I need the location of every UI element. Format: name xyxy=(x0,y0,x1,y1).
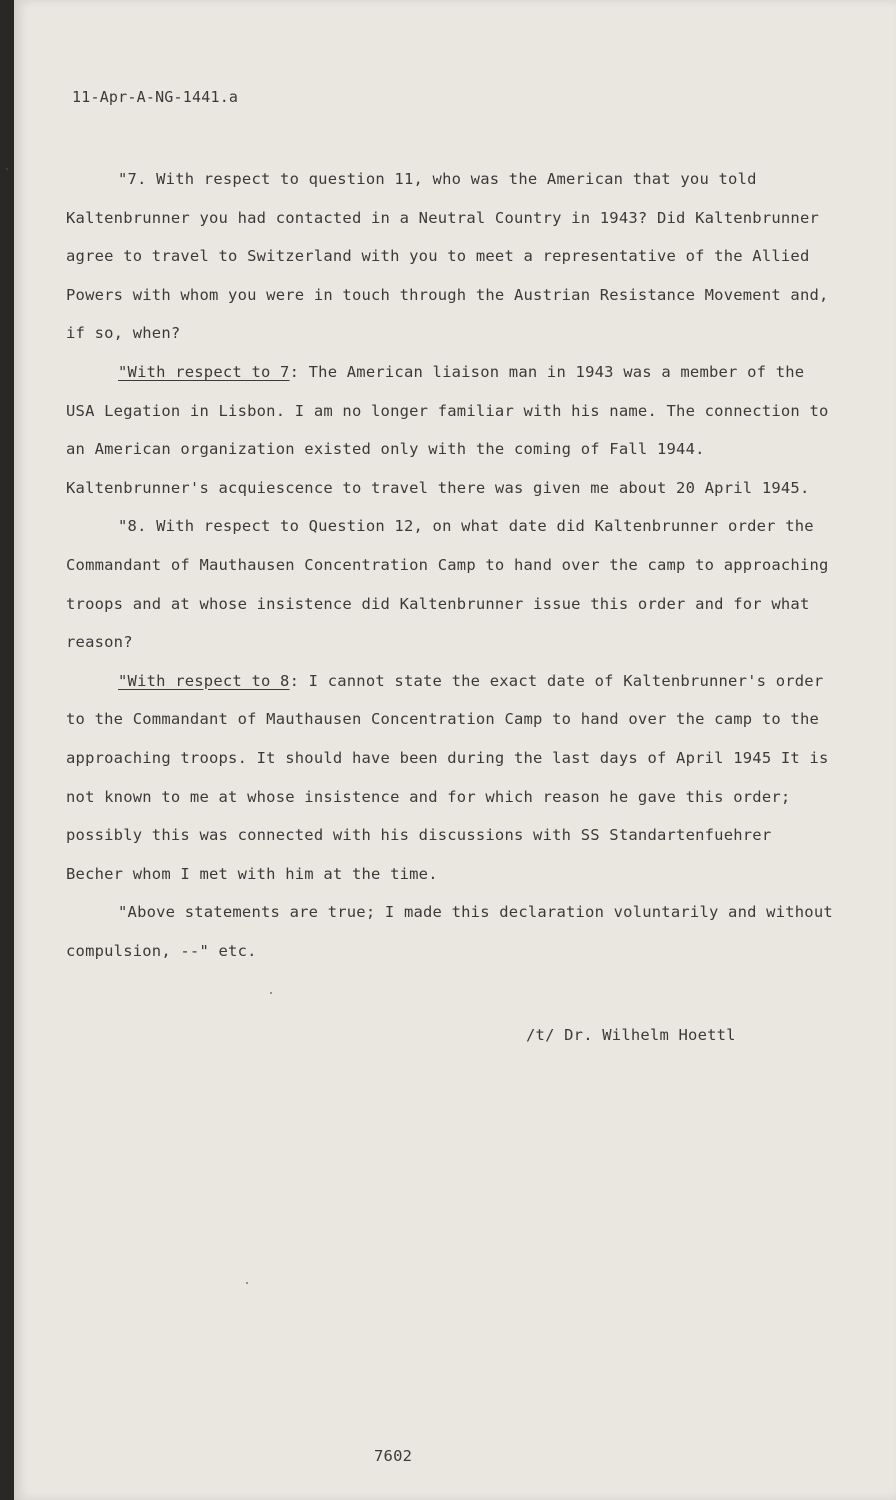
question-8: "8. With respect to Question 12, on what date did Kaltenbrunner order the Commandant of Mauthausen Concentration Camp to hand over the camp to approaching troops and at whose insistence did Kaltenbrunner issue this order and for what reason? xyxy=(66,517,829,652)
paper-speck xyxy=(6,168,8,170)
answer-7-text: : The American liaison man in 1943 was a member of the USA Legation in Lisbon. I am no longer familiar with his name. The connection to an American organization existed only with the coming of Fall 1944. Kaltenbrunner's acquiescence to travel there was given me about 20 April 1945. xyxy=(66,362,829,497)
document-body xyxy=(66,160,836,970)
document-id: 11-Apr-A-NG-1441.a xyxy=(72,88,239,106)
page-number: 7602 xyxy=(374,1447,413,1465)
question-7: "7. With respect to question 11, who was the American that you told Kaltenbrunner you had contacted in a Neutral Country in 1943? Did Kaltenbrunner agree to travel to Switzerland with you to meet a representative of the Allied Powers with whom you were in touch through the Austrian Resistance Movement and, if so, when? xyxy=(66,170,829,343)
paper-speck xyxy=(246,1282,248,1284)
closing-statement: "Above statements are true; I made this declaration voluntarily and without compulsion, --" etc. xyxy=(66,903,833,960)
document-page xyxy=(14,0,896,1500)
paper-speck xyxy=(270,992,272,994)
answer-8-lead: "With respect to 8 xyxy=(118,671,290,690)
answer-8-text: : I cannot state the exact date of Kaltenbrunner's order to the Commandant of Mauthausen Concentration Camp to hand over the camp to the approaching troops. It should have been during the last days of April 1945 It is not known to me at whose insistence and for which reason he gave this order; possibly this was connected with his discussions with SS Standartenfuehrer Becher whom I met with him at the time. xyxy=(66,671,829,883)
answer-8 xyxy=(66,662,836,894)
signature-line: /t/ Dr. Wilhelm Hoettl xyxy=(526,1026,736,1044)
answer-7-lead: "With respect to 7 xyxy=(118,362,290,381)
answer-7 xyxy=(66,353,836,507)
